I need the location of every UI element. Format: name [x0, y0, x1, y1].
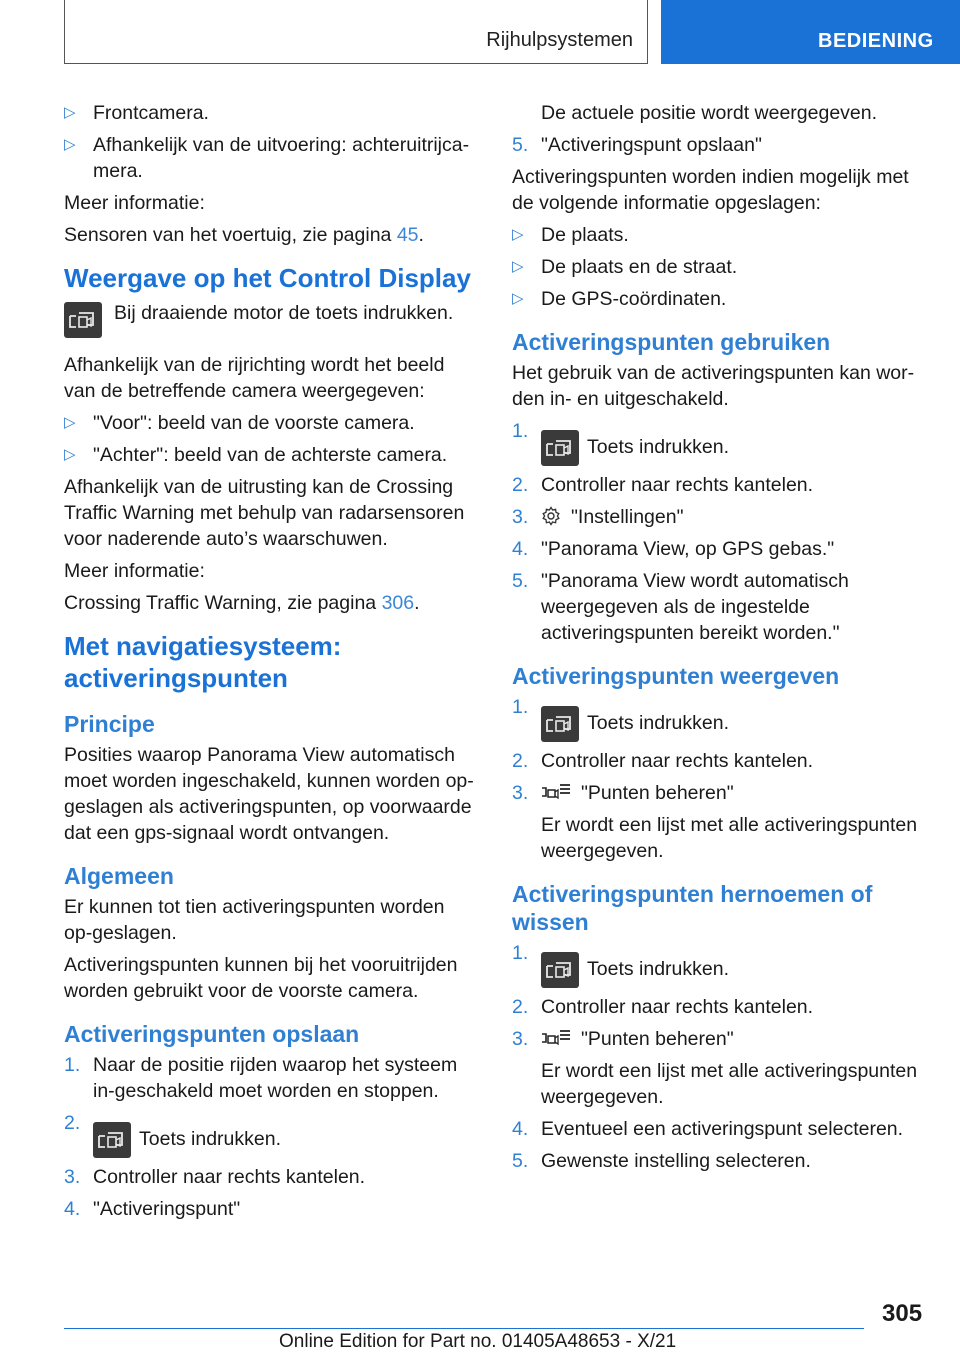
list-item: 1. Naar de positie rijden waarop het systeem in-geschakeld moet worden en stoppen.: [64, 1054, 458, 1102]
heading-principe: Principe: [64, 711, 155, 737]
hernoemen-steps-continued: [512, 1116, 924, 1174]
list-item: ▷ Afhankelijk van de uitvoering: achteruitrijca-mera.: [64, 134, 470, 182]
weergeven-steps: [512, 694, 924, 806]
camera-key-button-icon: [541, 952, 579, 988]
list-item: 1. Toets indrukken.: [512, 940, 924, 988]
key-instruction-text: Bij draaiende motor de toets indrukken.: [114, 302, 454, 324]
list-item: 5. Gewenste instelling selecteren.: [512, 1150, 811, 1172]
heading-gebruiken: Activeringspunten gebruiken: [512, 329, 831, 355]
triangle-bullet-icon: ▷: [64, 414, 76, 431]
list-item: ▷ De plaats.: [512, 224, 629, 246]
triangle-bullet-icon: ▷: [64, 446, 76, 463]
triangle-bullet-icon: ▷: [64, 136, 76, 153]
paragraph: Het gebruik van de activeringspunten kan wor-den in- en uitgeschakeld.: [512, 362, 915, 410]
step-continuation: Er wordt een lijst met alle activeringspunten weergegeven.: [541, 814, 918, 862]
paragraph: Posities waarop Panorama View automatisch moet worden ingeschakeld, kunnen worden op-geslagen als activeringspunten, op voorwaarde dat een gps-signaal wordt ontvangen.: [64, 744, 474, 844]
heading-weergeven: Activeringspunten weergeven: [512, 663, 840, 689]
more-info-label: Meer informatie:: [64, 560, 205, 582]
list-item: ▷ De GPS-coördinaten.: [512, 288, 727, 310]
list-item: 5. "Panorama View wordt automatisch weergegeven als de ingestelde activeringspunten bereikt worden.": [512, 570, 849, 644]
list-item: 2. Toets indrukken.: [64, 1110, 476, 1158]
page-link-306[interactable]: 306: [381, 592, 415, 614]
header-chapter-tab: [661, 0, 960, 64]
header-section-title: Rijhulpsystemen: [486, 29, 633, 51]
list-item: 3. "Punten beheren": [512, 782, 734, 804]
gebruiken-steps: [512, 418, 924, 646]
heading-opslaan: Activeringspunten opslaan: [64, 1021, 360, 1047]
camera-list-icon: [541, 1028, 571, 1048]
camera-key-button-icon: [64, 302, 102, 338]
list-item: 4. "Panorama View, op GPS gebas.": [512, 538, 835, 560]
header-chapter-title: BEDIENING: [818, 30, 934, 52]
saved-info-list: [512, 222, 924, 312]
heading-hernoemen: Activeringspunten hernoemen of wissen: [512, 881, 873, 935]
page-link-45[interactable]: 45: [396, 224, 419, 246]
edition-footer: Online Edition for Part no. 01405A48653 - X/21: [279, 1331, 677, 1352]
triangle-bullet-icon: ▷: [512, 226, 524, 243]
list-item: ▷ "Voor": beeld van de voorste camera.: [64, 412, 415, 434]
list-item: 3. "Instellingen": [512, 506, 684, 528]
list-item: ▷ Frontcamera.: [64, 102, 209, 124]
footer-divider: [64, 1328, 864, 1329]
paragraph: Activeringspunten kunnen bij het vooruitrijden worden gebruikt voor de voorste camera.: [64, 954, 458, 1002]
list-item: 3. Controller naar rechts kantelen.: [64, 1166, 366, 1188]
camera-list-icon: [541, 782, 571, 802]
camera-bullet-list: [64, 100, 476, 184]
key-instruction-row: [64, 300, 476, 338]
list-item: 5. "Activeringspunt opslaan": [512, 134, 762, 156]
opslaan-steps-continued: [512, 132, 924, 158]
triangle-bullet-icon: ▷: [512, 290, 524, 307]
gear-icon: [541, 506, 561, 526]
list-item: 1. Toets indrukken.: [512, 694, 924, 742]
list-item: 3. "Punten beheren": [512, 1028, 734, 1050]
direction-bullet-list: [64, 410, 476, 468]
paragraph: Afhankelijk van de uitrusting kan de Crossing Traffic Warning met behulp van radarsensoren voor naderende auto’s waarschuwen.: [64, 476, 465, 550]
list-item: 1. Toets indrukken.: [512, 418, 924, 466]
page-reference: Crossing Traffic Warning, zie pagina 306.: [64, 592, 420, 614]
list-item: 2. Controller naar rechts kantelen.: [512, 996, 814, 1018]
page-number: 305: [882, 1300, 923, 1327]
paragraph: Er kunnen tot tien activeringspunten worden op-geslagen.: [64, 896, 445, 944]
page-reference: Sensoren van het voertuig, zie pagina 45.: [64, 224, 424, 246]
right-column: [512, 100, 924, 1180]
paragraph: Activeringspunten worden indien mogelijk met de volgende informatie opgeslagen:: [512, 166, 909, 214]
step-continuation: Er wordt een lijst met alle activeringspunten weergegeven.: [541, 1060, 918, 1108]
heading-algemeen: Algemeen: [64, 863, 174, 889]
paragraph: Afhankelijk van de rijrichting wordt het beeld van de betreffende camera weergegeven:: [64, 354, 445, 402]
hernoemen-steps: [512, 940, 924, 1052]
header-section-tab: [64, 0, 648, 64]
triangle-bullet-icon: ▷: [64, 104, 76, 121]
list-item: 4. Eventueel een activeringspunt selecteren.: [512, 1118, 904, 1140]
heading-control-display: Weergave op het Control Display: [64, 263, 471, 293]
camera-key-button-icon: [541, 430, 579, 466]
camera-key-button-icon: [93, 1122, 131, 1158]
left-column: [64, 100, 476, 1228]
list-item: ▷ De plaats en de straat.: [512, 256, 738, 278]
list-item: 2. Controller naar rechts kantelen.: [512, 474, 814, 496]
list-item: ▷ "Achter": beeld van de achterste camera.: [64, 444, 448, 466]
heading-navigation-points: Met navigatiesysteem: activeringspunten: [64, 631, 342, 693]
more-info-label: Meer informatie:: [64, 192, 205, 214]
camera-key-button-icon: [541, 706, 579, 742]
triangle-bullet-icon: ▷: [512, 258, 524, 275]
opslaan-steps: [64, 1052, 476, 1222]
list-item: 2. Controller naar rechts kantelen.: [512, 750, 814, 772]
step-continuation: De actuele positie wordt weergegeven.: [541, 102, 878, 124]
list-item: 4. "Activeringspunt": [64, 1198, 241, 1220]
